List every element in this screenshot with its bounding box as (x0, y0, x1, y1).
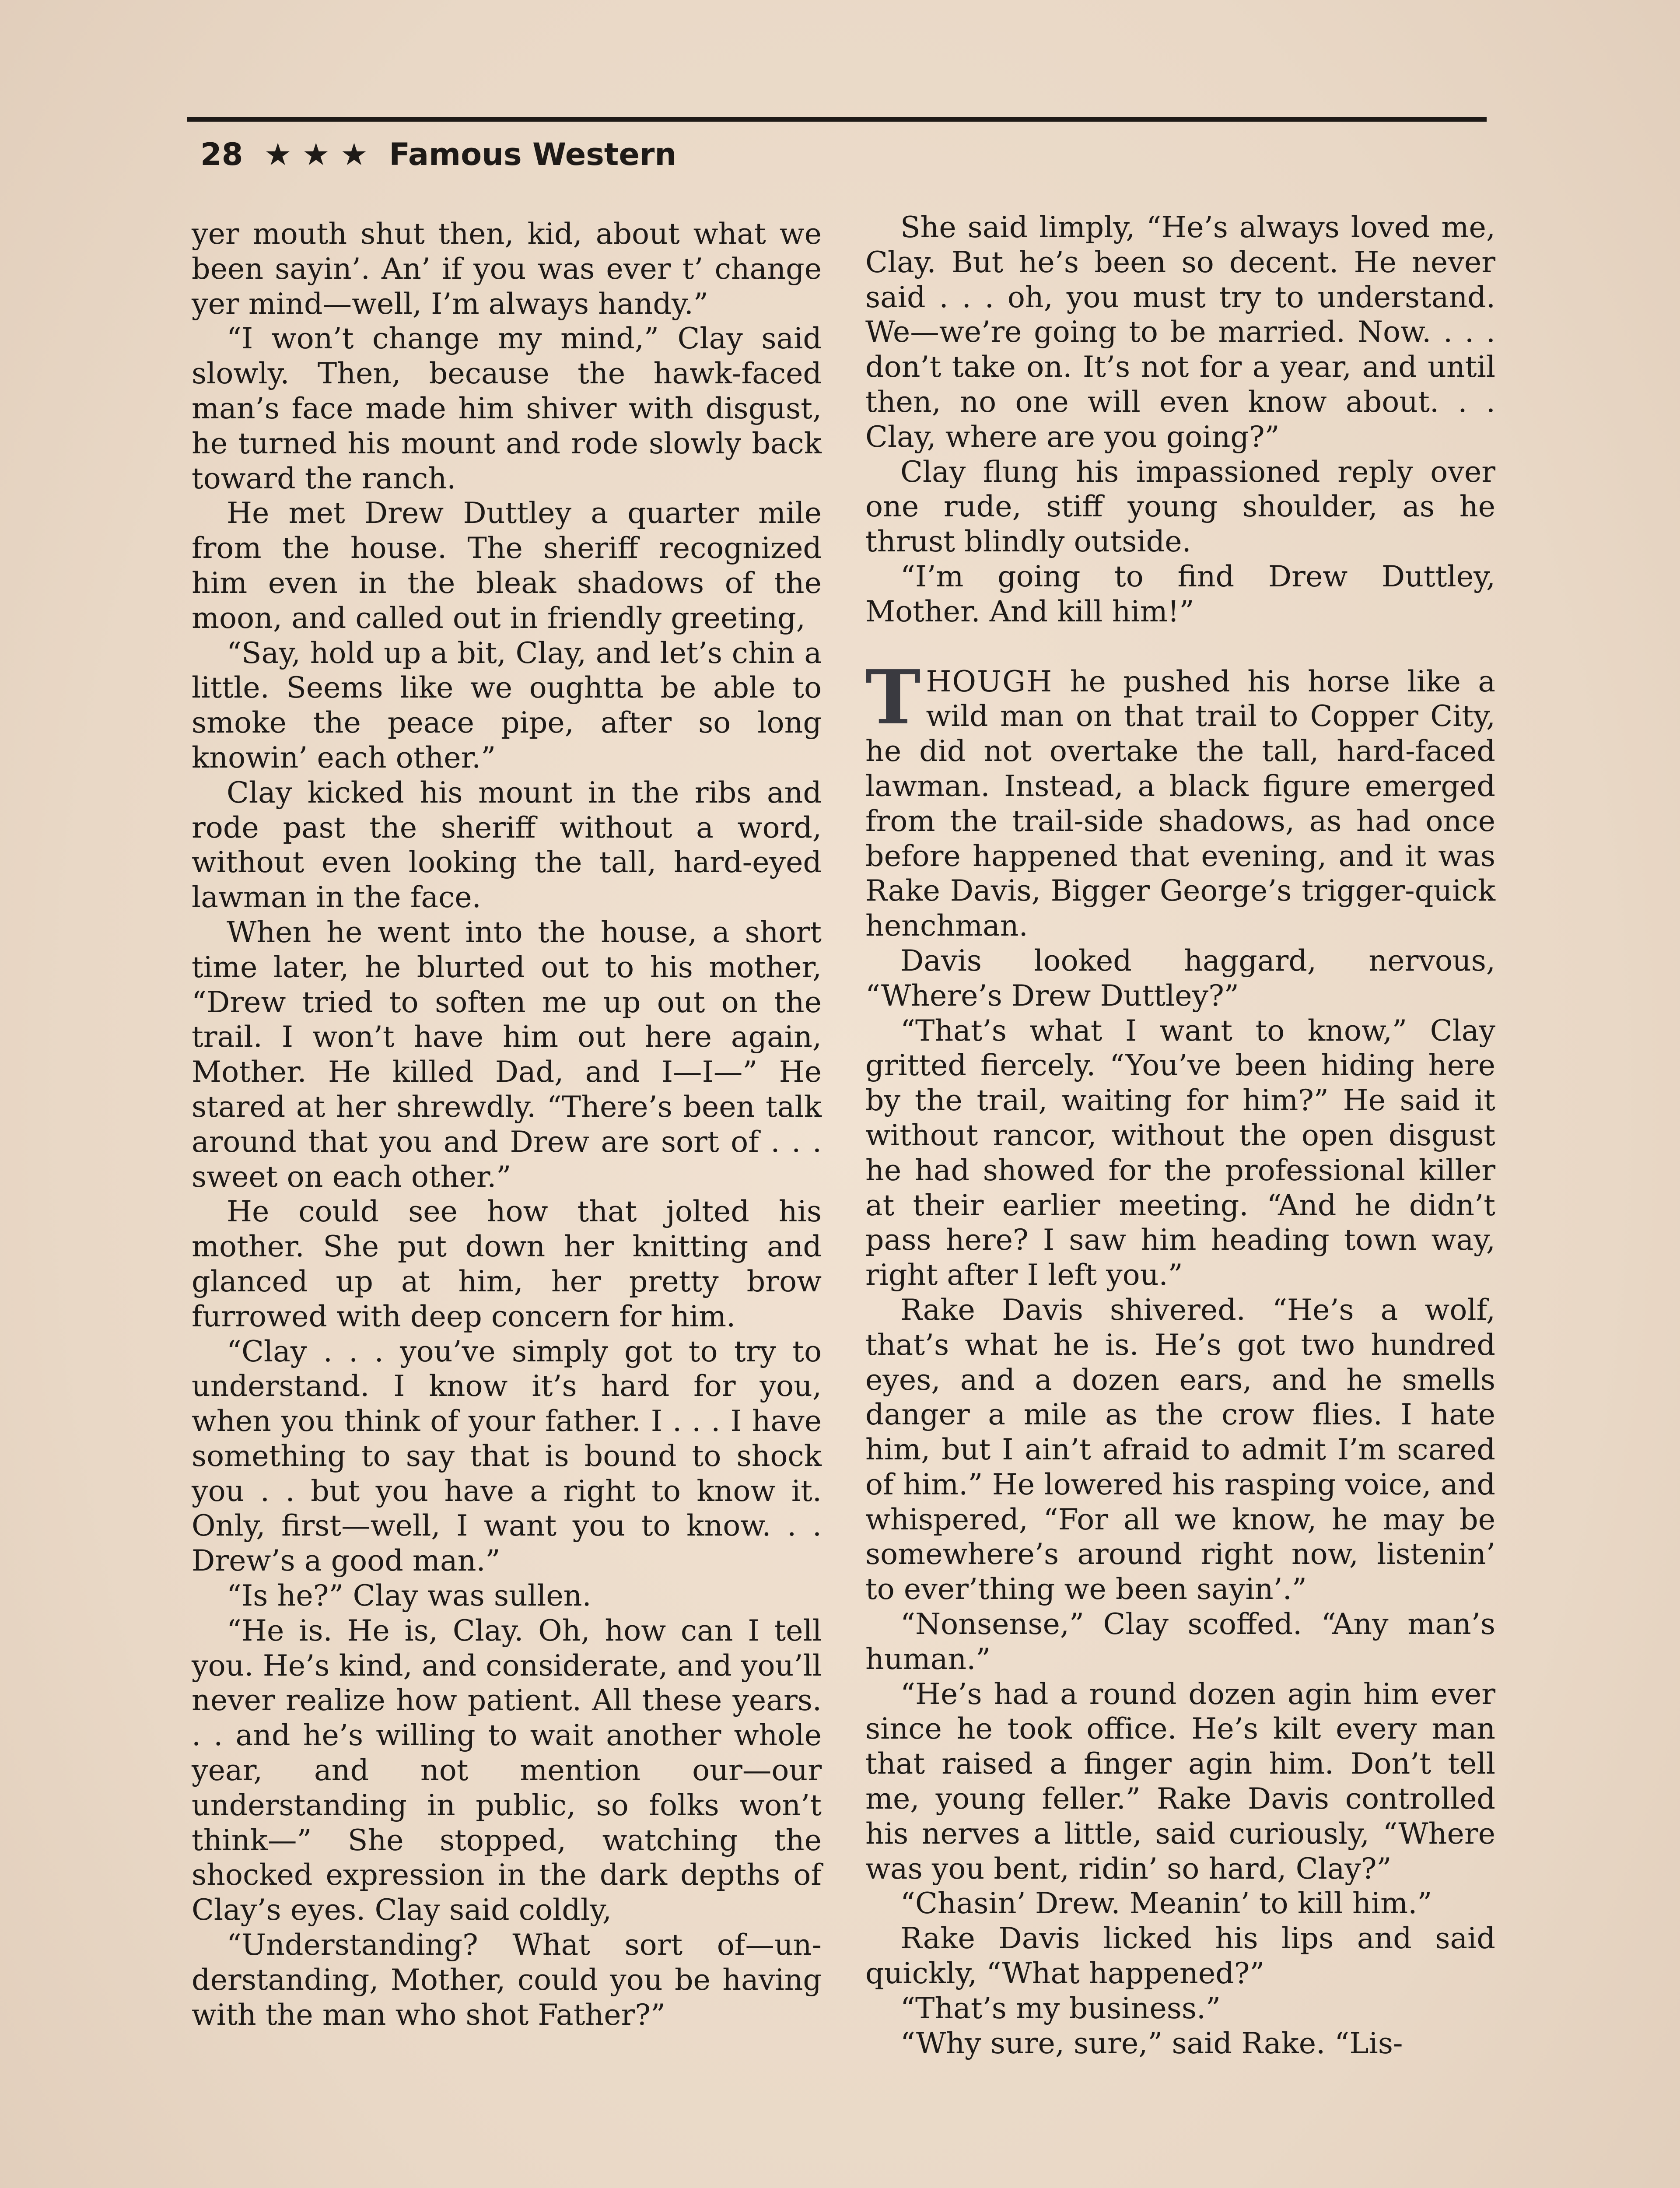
page-number: 28 (200, 137, 243, 172)
paragraph: “That’s what I want to know,” Clay gritted fiercely. “You’ve been hiding here by the trail, waiting for him?” He said it without rancor, without the open disgust he had showed for the professional killer at their earlier meeting. “And he didn’t pass here? I saw him heading town way, right after I left you.” (865, 1013, 1495, 1292)
paragraph: Clay flung his impassioned reply over one rude, stiff young shoulder, as he thrust blindly outside. (865, 454, 1495, 559)
paragraph: yer mouth shut then, kid, about what we been sayin’. An’ if you was ever t’ change yer mind—well, I’m always handy.” (192, 217, 822, 321)
magazine-title: Famous Western (389, 137, 677, 172)
paragraph: When he went into the house, a short time later, he blurted out to his mother, “Drew tried to soften me up out on the trail. I won’t have him out here again, Mother. He killed Dad, and I—I—” He stared at her shrewdly. “There’s been talk around that you and Drew are sort of . . . sweet on each other.” (192, 915, 822, 1194)
dropcap-paragraph (865, 653, 1495, 943)
paragraph: Rake Davis licked his lips and said quickly, “What happened?” (865, 1921, 1495, 1991)
paragraph: He met Drew Duttley a quarter mile from the house. The sheriff recognized him even in the bleak shadows of the moon, and called out in friendly greeting, (192, 496, 822, 635)
paragraph: He could see how that jolted his mother. She put down her knitting and glanced up at him, her pretty brow furrowed with deep concern for him. (192, 1194, 822, 1333)
paragraph: “Chasin’ Drew. Meanin’ to kill him.” (900, 1886, 1432, 1921)
paragraph: Davis looked haggard, nervous, “Where’s Drew Duttley?” (865, 943, 1495, 1013)
star-ornament-icon: ★ ★ ★ (264, 137, 368, 172)
paragraph: Rake Davis shivered. “He’s a wolf, that’s what he is. He’s got two hundred eyes, and a dozen ears, and he smells danger a mile as the crow flies. I hate him, but I ain’t afraid to admit I’m scared of him.” He lowered his rasping voice, and whispered, “For all we know, he may be somewhere’s around right now, listenin’ to ever’thing we been sayin’.” (865, 1292, 1495, 1606)
drop-cap-letter: T (865, 653, 921, 741)
paragraph: “He’s had a round dozen agin him ever since he took office. He’s kilt every man that raised a finger agin him. Don’t tell me, young feller.” Rake Davis controlled his nerves a little, said curiously, “Where was you bent, ridin’ so hard, Clay?” (865, 1676, 1495, 1886)
dropcap-paragraph-text: he pushed his horse like a wild man on that trail to Copper City, he did not overtake the tall, hard-faced lawman. Instead, a black figure emerged from the trail-side shadows, as had once before happened that evening, and it was Rake Davis, Bigger George’s trigger-quick henchman. (865, 664, 1495, 943)
paragraph: “Say, hold up a bit, Clay, and let’s chin a little. Seems like we oughtta be able to smoke the peace pipe, after so long knowin’ each other.” (192, 635, 822, 775)
left-column (192, 217, 822, 2032)
paragraph: “Understanding? What sort of—understanding, Mother, could you be having with the man who shot Father?” (192, 1928, 822, 2032)
header-text (200, 135, 687, 174)
right-column (865, 210, 1495, 2061)
paragraph: “Why sure, sure,” said Rake. “Lis- (900, 2026, 1403, 2060)
paragraph: “Clay . . . you’ve simply got to try to understand. I know it’s hard for you, when you think of your father. I . . . I have something to say that is bound to shock you . . but you have a right to know it. Only, first—well, I want you to know. . . Drew’s a good man.” (192, 1334, 822, 1578)
paragraph: “That’s my business.” (900, 1991, 1221, 2025)
running-header (187, 117, 1487, 179)
paragraph: Clay kicked his mount in the ribs and rode past the sheriff without a word, without even looking the tall, hard-eyed lawman in the face. (192, 775, 822, 915)
paragraph: “Is he?” Clay was sullen. (227, 1578, 592, 1613)
section-break (865, 629, 1495, 664)
paragraph: She said limply, “He’s always loved me, Clay. But he’s been so decent. He never said . . . oh, you must try to understand. We—we’re going to be married. Now. . . . don’t take on. It’s not for a year, and until then, no one will even know about. . . Clay, where are you going?” (865, 210, 1495, 454)
paragraph: “I won’t change my mind,” Clay said slowly. Then, because the hawk-faced man’s face made him shiver with disgust, he turned his mount and rode slowly back toward the ranch. (192, 321, 822, 495)
paragraph: “He is. He is, Clay. Oh, how can I tell you. He’s kind, and considerate, and you’ll never realize how patient. All these years. . . and he’s willing to wait another whole year, and not mention our—our understanding in public, so folks won’t think—” She stopped, watching the shocked expression in the dark depths of Clay’s eyes. Clay said coldly, (192, 1613, 822, 1927)
paragraph: “Nonsense,” Clay scoffed. “Any man’s human.” (865, 1607, 1495, 1676)
header-rule (187, 117, 1487, 122)
lead-in-word: HOUGH (926, 664, 1053, 698)
paragraph: “I’m going to find Drew Duttley, Mother. And kill him!” (865, 559, 1495, 628)
